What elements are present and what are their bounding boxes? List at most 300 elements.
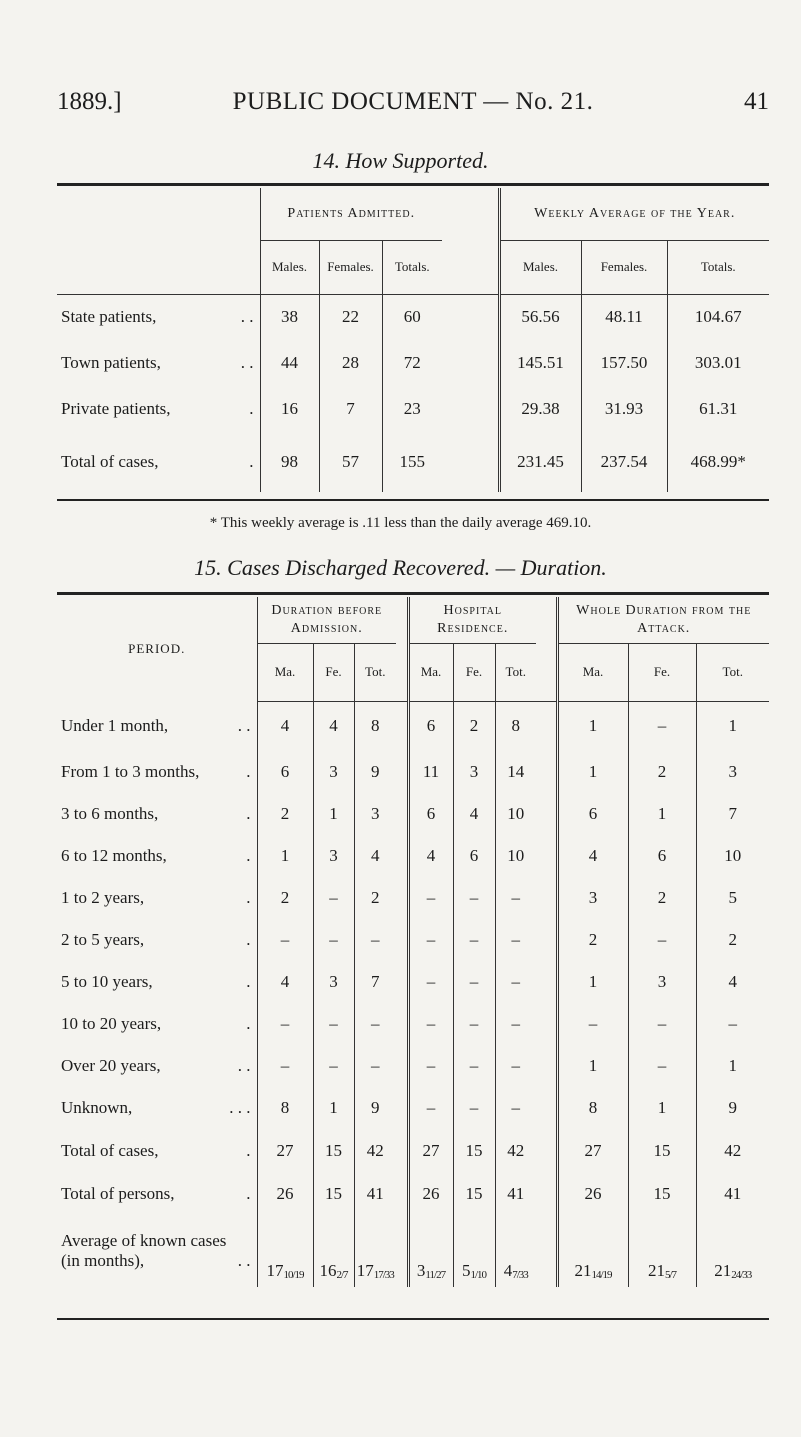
table-cell: – [313, 877, 354, 919]
table-cell: 6 [408, 701, 453, 751]
table-cell: 4 [408, 835, 453, 877]
page-header [57, 88, 769, 122]
table-cell: – [453, 1087, 495, 1129]
table-cell: – [257, 1045, 313, 1087]
table-cell: 15 [453, 1129, 495, 1173]
t14-stub-head [57, 188, 260, 240]
t15-separator [396, 1087, 408, 1129]
t15-group-whole-duration: Whole Duration from the Attack. [557, 597, 769, 643]
avg-cell [313, 1215, 354, 1287]
avg-whole: 21 [647, 1261, 665, 1280]
row-label [57, 1173, 257, 1215]
leader-dots: . [246, 972, 251, 991]
table-row [57, 294, 769, 340]
row-label-text: 1 to 2 years, [61, 888, 145, 907]
table-cell: 14 [507, 762, 525, 781]
row-label [57, 701, 257, 751]
avg-fraction: 2/7 [336, 1269, 348, 1281]
table-cell: 1 [728, 1056, 737, 1075]
leader-dots: . [249, 399, 254, 418]
row-label [57, 793, 257, 835]
table-cell: – [628, 919, 696, 961]
table-15-bottom-rule [57, 1318, 769, 1320]
avg-fraction: 11/27 [425, 1269, 446, 1281]
table-row [57, 1173, 769, 1215]
table-cell: – [511, 888, 520, 907]
leader-dots: . [246, 930, 251, 949]
row-label [57, 1129, 257, 1173]
table-cell: 29.38 [499, 386, 581, 432]
row-label-text: Private patients, [61, 399, 171, 418]
t15-separator [536, 1003, 557, 1045]
avg-label-line2 [61, 1251, 257, 1271]
avg-whole: 17 [266, 1261, 284, 1280]
row-label-text: Town patients, [61, 353, 161, 372]
t15-separator [536, 1045, 557, 1087]
table-cell: 27 [557, 1129, 628, 1173]
avg-cell [628, 1215, 696, 1287]
table-cell: 1 [313, 793, 354, 835]
t14-sub-totals: Totals. [382, 240, 442, 294]
t15-sub-fe: Fe. [453, 643, 495, 701]
table-cell: – [313, 1045, 354, 1087]
t15-separator [396, 835, 408, 877]
avg-cell [557, 1215, 628, 1287]
t14-stub-sub [57, 240, 260, 294]
table-cell: – [453, 1045, 495, 1087]
t15-separator [536, 701, 557, 751]
avg-whole: 4 [503, 1261, 513, 1280]
t15-separator [396, 597, 408, 643]
table-cell: 60 [403, 307, 421, 327]
table-cell: 1 [313, 1087, 354, 1129]
table-cell: 4 [371, 846, 380, 865]
t15-separator [396, 961, 408, 1003]
t15-separator [536, 1129, 557, 1173]
table-cell: 11 [408, 751, 453, 793]
table-row [57, 919, 769, 961]
table-cell: 41 [366, 1184, 384, 1203]
leader-dots: . . [237, 1056, 251, 1075]
table-cell: – [408, 877, 453, 919]
avg-whole: 17 [356, 1261, 374, 1280]
row-label-text: 5 to 10 years, [61, 972, 153, 991]
table-15-title: 15. Cases Discharged Recovered. — Duration. [194, 555, 607, 580]
table-cell: – [511, 1056, 520, 1075]
row-label-text: From 1 to 3 months, [61, 762, 200, 781]
avg-fraction: 1/10 [470, 1269, 487, 1281]
t15-separator [536, 961, 557, 1003]
table-row [57, 701, 769, 751]
avg-whole: 21 [714, 1261, 732, 1280]
leader-dots: . [246, 1141, 251, 1160]
leader-dots: . [246, 888, 251, 907]
table-cell: 15 [453, 1173, 495, 1215]
table-cell: 41 [724, 1184, 742, 1203]
table-cell: 6 [453, 835, 495, 877]
t15-separator [536, 643, 557, 701]
page-number: 41 [744, 88, 769, 115]
t15-group-before-admission: Duration before Admission. [257, 597, 396, 643]
row-label [57, 386, 260, 432]
t14-separator [442, 340, 499, 386]
row-label-text: Under 1 month, [61, 716, 169, 735]
avg-cell [408, 1215, 453, 1287]
avg-label-text: (in months), [61, 1251, 145, 1270]
table-cell: – [408, 1045, 453, 1087]
t15-separator [396, 701, 408, 751]
table-cell: 4 [313, 701, 354, 751]
row-label [57, 961, 257, 1003]
t14-sub-avg-totals: Totals. [667, 240, 769, 294]
table-cell: – [408, 961, 453, 1003]
average-row [57, 1215, 769, 1287]
leader-dots: . [246, 1014, 251, 1033]
leader-dots: . . [240, 307, 254, 327]
t15-group-hospital-residence: Hospital Residence. [408, 597, 536, 643]
row-label [57, 340, 260, 386]
table-cell: 26 [557, 1173, 628, 1215]
table-cell: 42 [724, 1141, 742, 1160]
avg-whole: 21 [574, 1261, 592, 1280]
table-cell: – [371, 930, 380, 949]
table-cell: – [453, 1003, 495, 1045]
table-cell: – [408, 919, 453, 961]
table-cell: – [371, 1014, 380, 1033]
t15-separator [396, 877, 408, 919]
table-cell: 303.01 [694, 353, 742, 372]
t14-sub-males: Males. [260, 240, 319, 294]
row-label-text: Total of persons, [61, 1184, 175, 1203]
table-cell: 3 [313, 751, 354, 793]
leader-dots: . . [237, 716, 251, 735]
table-cell: – [628, 701, 696, 751]
table-14-bottom-rule [57, 499, 769, 501]
avg-whole: 3 [416, 1261, 426, 1280]
table-cell: – [728, 1014, 737, 1033]
table-cell: 3 [371, 804, 380, 823]
table-cell: 15 [628, 1129, 696, 1173]
table-cell: 7 [319, 386, 382, 432]
row-label-text: Unknown, [61, 1098, 133, 1117]
table-cell: 468.99* [690, 452, 746, 471]
table-cell: – [313, 1003, 354, 1045]
table-cell: 2 [728, 930, 737, 949]
table-cell: 22 [319, 294, 382, 340]
table-cell: 7 [371, 972, 380, 991]
row-label-text: 6 to 12 months, [61, 846, 167, 865]
table-cell: 48.11 [581, 294, 667, 340]
avg-label-line1: Average of known cases [61, 1230, 227, 1250]
table-cell: 231.45 [499, 432, 581, 492]
leader-dots: . [249, 452, 254, 471]
table-cell: 2 [453, 701, 495, 751]
table-14 [57, 188, 769, 492]
t15-sub-ma: Ma. [408, 643, 453, 701]
t14-sub-avg-females: Females. [581, 240, 667, 294]
table-cell: 1 [628, 1087, 696, 1129]
table-cell: 15 [313, 1173, 354, 1215]
table-cell: 1 [257, 835, 313, 877]
row-label-text: 3 to 6 months, [61, 804, 159, 823]
table-cell: 1 [557, 701, 628, 751]
t15-separator [396, 1045, 408, 1087]
t15-separator [536, 835, 557, 877]
table-cell: 42 [507, 1141, 525, 1160]
table-cell: 6 [408, 793, 453, 835]
table-cell: 8 [371, 716, 380, 736]
table-cell: 3 [728, 762, 737, 781]
table-cell: 1 [628, 793, 696, 835]
t15-separator [536, 1173, 557, 1215]
table-cell: 26 [408, 1173, 453, 1215]
leader-dots: . [246, 762, 251, 781]
table-cell: – [511, 930, 520, 949]
t15-separator [396, 919, 408, 961]
table-14-footnote: * This weekly average is .11 less than the daily average 469.10. [209, 515, 592, 531]
table-cell: – [257, 1003, 313, 1045]
t15-separator [396, 643, 408, 701]
avg-cell [354, 1215, 396, 1287]
t15-separator [536, 597, 557, 643]
table-cell: 2 [628, 877, 696, 919]
t15-separator [396, 1129, 408, 1173]
table-row [57, 1003, 769, 1045]
t15-sub-tot: Tot. [354, 643, 396, 701]
row-label [57, 1045, 257, 1087]
table-cell: 2 [628, 751, 696, 793]
table-cell: – [511, 1014, 520, 1033]
table-cell: 31.93 [581, 386, 667, 432]
table-cell: 237.54 [581, 432, 667, 492]
table-cell: 6 [557, 793, 628, 835]
table-row [57, 340, 769, 386]
table-cell: 9 [728, 1098, 737, 1117]
table-cell: 10 [507, 846, 525, 865]
row-label-text: State patients, [61, 307, 157, 327]
table-cell: 28 [319, 340, 382, 386]
t15-sub-fe: Fe. [628, 643, 696, 701]
leader-dots: . [246, 804, 251, 823]
t14-separator [442, 240, 499, 294]
t15-sub-tot: Tot. [495, 643, 536, 701]
table-cell: – [511, 972, 520, 991]
avg-fraction: 5/7 [664, 1269, 677, 1281]
row-label-text: 10 to 20 years, [61, 1014, 162, 1033]
table-row [57, 432, 769, 492]
table-cell: 157.50 [581, 340, 667, 386]
table-cell: – [453, 919, 495, 961]
table-cell: 8 [557, 1087, 628, 1129]
row-label [57, 1087, 257, 1129]
table-14-title: 14. How Supported. [312, 148, 489, 173]
table-15 [57, 597, 769, 1287]
row-label [57, 877, 257, 919]
row-label [57, 1215, 257, 1287]
table-cell: 9 [371, 762, 380, 781]
avg-fraction: 10/19 [283, 1269, 304, 1281]
table-cell: – [257, 919, 313, 961]
row-label [57, 294, 260, 340]
table-cell: 27 [257, 1129, 313, 1173]
table-cell: 72 [403, 353, 421, 372]
table-14-top-rule [57, 183, 769, 186]
table-cell: 145.51 [499, 340, 581, 386]
table-cell: 27 [408, 1129, 453, 1173]
table-cell: 15 [628, 1173, 696, 1215]
t15-separator [396, 1003, 408, 1045]
t14-separator [442, 294, 499, 340]
t15-sub-fe: Fe. [313, 643, 354, 701]
avg-whole: 5 [461, 1261, 471, 1280]
row-label [57, 1003, 257, 1045]
row-label [57, 919, 257, 961]
leader-dots: . . . [229, 1098, 251, 1117]
table-cell: 98 [260, 432, 319, 492]
table-15-top-rule [57, 592, 769, 595]
table-cell: – [313, 919, 354, 961]
avg-fraction: 17/33 [373, 1269, 394, 1281]
table-row [57, 1087, 769, 1129]
row-label-text: 2 to 5 years, [61, 930, 145, 949]
table-cell: 3 [313, 961, 354, 1003]
row-label-text: Over 20 years, [61, 1056, 161, 1075]
table-cell: – [557, 1003, 628, 1045]
t15-sub-ma: Ma. [257, 643, 313, 701]
table-row [57, 793, 769, 835]
table-cell: 5 [728, 888, 737, 907]
header-title: PUBLIC DOCUMENT — No. 21. [232, 88, 594, 115]
table-cell: – [408, 1087, 453, 1129]
row-label [57, 835, 257, 877]
header-year: 1889.] [57, 88, 122, 115]
table-row [57, 1129, 769, 1173]
table-cell: 1 [557, 961, 628, 1003]
leader-dots: . . [240, 353, 254, 372]
table-cell: – [511, 1098, 520, 1117]
table-cell: 2 [371, 888, 380, 907]
table-cell: 1 [728, 716, 737, 736]
table-cell: 57 [319, 432, 382, 492]
table-cell: 44 [260, 340, 319, 386]
row-label [57, 432, 260, 492]
row-label-text: Total of cases, [61, 1141, 159, 1160]
avg-fraction: 14/19 [591, 1269, 612, 1281]
table-cell: 26 [257, 1173, 313, 1215]
t15-separator [536, 877, 557, 919]
t14-separator [442, 188, 499, 240]
t15-sub-ma: Ma. [557, 643, 628, 701]
t15-separator [536, 919, 557, 961]
table-cell: 3 [557, 877, 628, 919]
table-cell: 1 [557, 1045, 628, 1087]
table-cell: 104.67 [694, 307, 742, 327]
table-cell: 56.56 [499, 294, 581, 340]
table-cell: 2 [257, 793, 313, 835]
avg-cell [257, 1215, 313, 1287]
table-cell: 16 [260, 386, 319, 432]
t15-separator [536, 793, 557, 835]
table-cell: 23 [403, 399, 421, 418]
table-cell: 2 [257, 877, 313, 919]
t15-separator [396, 1215, 408, 1287]
table-cell: 6 [257, 751, 313, 793]
table-row [57, 835, 769, 877]
table-cell: 1 [557, 751, 628, 793]
table-cell: 155 [399, 452, 425, 471]
table-cell: 3 [628, 961, 696, 1003]
t14-group-weekly: Weekly Average of the Year. [499, 188, 769, 240]
t15-separator [536, 1215, 557, 1287]
leader-dots: . [246, 846, 251, 865]
table-cell: 41 [507, 1184, 525, 1203]
avg-cell [696, 1215, 769, 1287]
row-label [57, 751, 257, 793]
avg-cell [495, 1215, 536, 1287]
row-label-text: Total of cases, [61, 452, 159, 471]
t15-separator [536, 1087, 557, 1129]
t15-sub-tot: Tot. [696, 643, 769, 701]
table-cell: 4 [557, 835, 628, 877]
t14-sub-avg-males: Males. [499, 240, 581, 294]
table-cell: 8 [511, 716, 520, 736]
table-cell: – [628, 1003, 696, 1045]
table-cell: 10 [507, 804, 525, 823]
table-cell: 2 [557, 919, 628, 961]
table-cell: – [628, 1045, 696, 1087]
t14-group-admitted: Patients Admitted. [260, 188, 442, 240]
table-cell: 10 [724, 846, 742, 865]
table-cell: 3 [313, 835, 354, 877]
leader-dots: . . [237, 1251, 251, 1270]
avg-fraction: 7/33 [512, 1269, 528, 1281]
table-cell: 15 [313, 1129, 354, 1173]
table-cell: 4 [257, 701, 313, 751]
table-cell: 4 [257, 961, 313, 1003]
avg-fraction: 24/33 [731, 1269, 752, 1281]
table-row [57, 751, 769, 793]
t14-separator [442, 386, 499, 432]
table-cell: – [371, 1056, 380, 1075]
t15-separator [396, 751, 408, 793]
t15-period-head: PERIOD. [57, 597, 257, 701]
table-row [57, 386, 769, 432]
table-cell: 4 [728, 972, 737, 991]
table-cell: 3 [453, 751, 495, 793]
table-cell: 8 [257, 1087, 313, 1129]
table-cell: – [453, 961, 495, 1003]
table-row [57, 961, 769, 1003]
table-cell: 42 [366, 1141, 384, 1160]
table-row [57, 1045, 769, 1087]
table-cell: – [408, 1003, 453, 1045]
t15-separator [396, 1173, 408, 1215]
t14-sub-females: Females. [319, 240, 382, 294]
table-cell: 38 [260, 294, 319, 340]
avg-whole: 16 [319, 1261, 337, 1280]
table-cell: 9 [371, 1098, 380, 1117]
table-cell: – [453, 877, 495, 919]
t14-separator [442, 432, 499, 492]
table-cell: 6 [628, 835, 696, 877]
t15-separator [536, 751, 557, 793]
table-cell: 7 [728, 804, 737, 823]
t15-separator [396, 793, 408, 835]
table-cell: 61.31 [699, 399, 738, 418]
table-cell: 4 [453, 793, 495, 835]
avg-cell [453, 1215, 495, 1287]
leader-dots: . [246, 1184, 251, 1203]
